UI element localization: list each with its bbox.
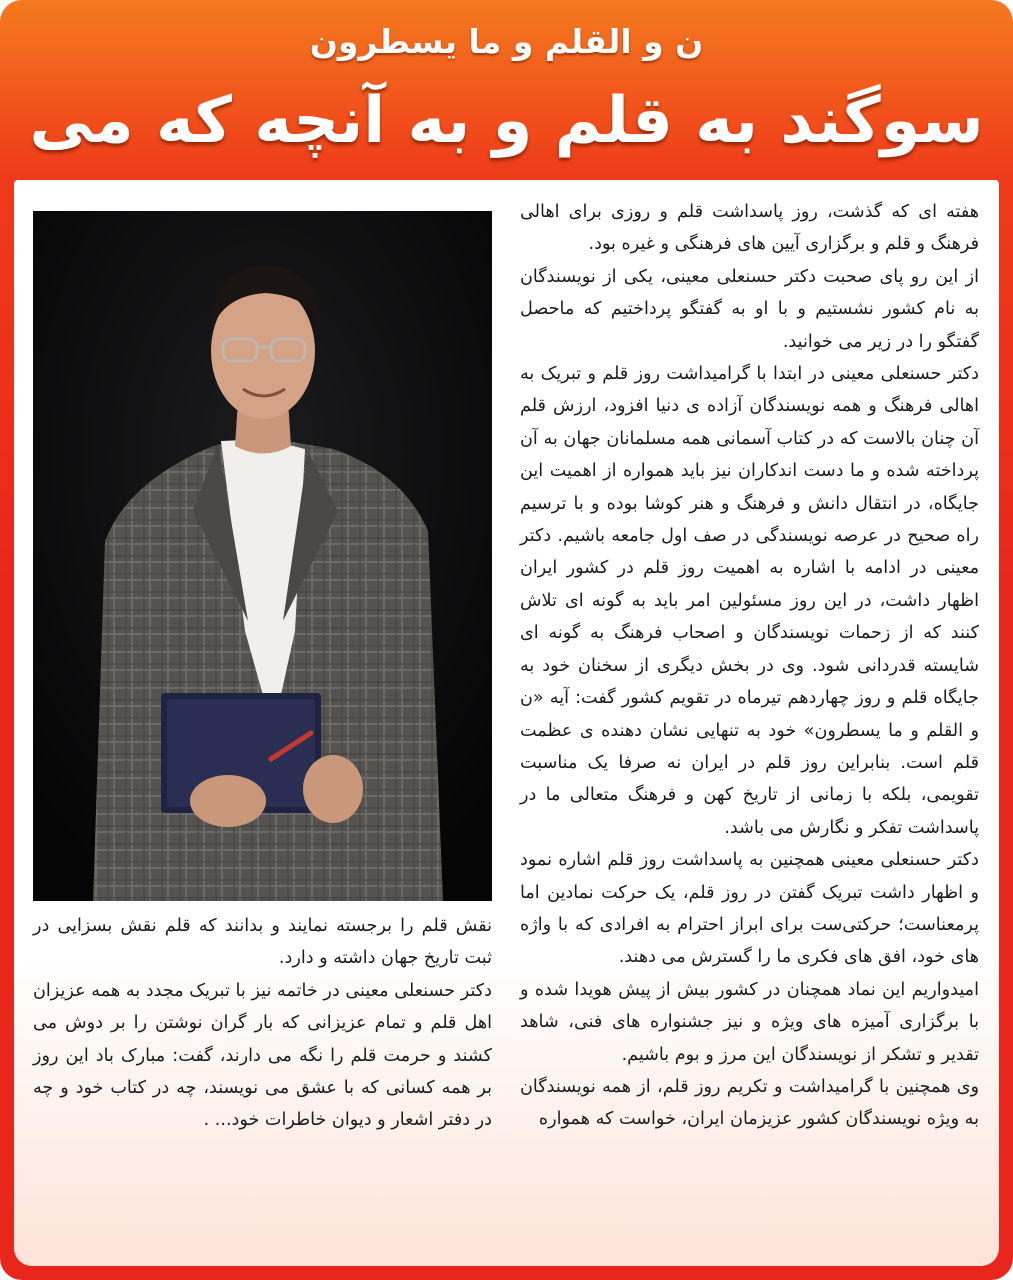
paragraph: دکتر حسنعلی معینی همچنین به پاسداشت روز قلم اشاره نمود و اظهار داشت تبریک گفتن در روز قلم، یک حرکت نمادین اما پرمعناست؛ حرکتی‌ست برای ابراز احترام به افرادی که با واژه های خود، افق های فکری ما را گسترش می دهند.: [520, 850, 979, 968]
article-left-column: [33, 910, 492, 1137]
paragraph: نقش قلم را برجسته نمایند و بدانند که قلم نقش بسزایی در ثبت تاریخ جهان داشته و دارد.: [33, 916, 492, 969]
paragraph: دکتر حسنعلی معینی در ابتدا با گرامیداشت روز قلم و تبریک به اهالی فرهنگ و همه نویسندگان آزاده ی دنیا افزود، ارزش قلم آن چنان بالاست که در کتاب آسمانی همه مسلمانان جهان به آن پرداخته شده و ما دست اندکاران نیز باید همواره از اهمیت این جایگاه، در انتقال دانش و فرهنگ و هنر کوشا بوده و با ترسیم راه صحیح در عرصه نویسندگی در صف اول جامعه باشیم. دکتر معینی در ادامه با اشاره به اهمیت روز قلم در کشور ایران اظهار داشت، در این روز مسئولین امر باید به گونه ای تلاش کنند که از زحمات نویسندگان و اصحاب فرهنگ به گونه ای شایسته قدردانی شود. وی در بخش دیگری از سخنان خود به جایگاه قلم و روز چهاردهم تیرماه در تقویم کشور گفت: آیه «ن و القلم و ما یسطرون» خود به تنهایی نشان دهنده ی عظمت قلم است. بنابراین روز قلم در ایران نه صرفا یک مناسبت تقویمی، بلکه با زمانی از تاریخ کهن و فرهنگ متعالی ما در پاسداشت تفکر و نگارش می باشد.: [520, 364, 979, 838]
paragraph: دکتر حسنعلی معینی در خاتمه نیز با تبریک مجدد به همه عزیزان اهل قلم و تمام عزیزانی که بار گران نوشتن را بر دوش می کشند و حرمت قلم را نگه می دارند، گفت: مبارک باد این روز بر همه کسانی که با عشق می نویسند، چه در کتاب خود و چه در دفتر اشعار و دیوان خاطرات خود... .: [33, 980, 492, 1131]
paragraph: وی همچنین با گرامیداشت و تکریم روز قلم، از همه نویسندگان به ویژه نویسندگان کشور عزیزمان ایران، خواست که همواره: [520, 1076, 979, 1130]
header-title: سوگند به قلم و به آنچه که می: [29, 84, 984, 158]
portrait-photo: [33, 211, 492, 901]
paragraph: از این رو پای صحبت دکتر حسنعلی معینی، یکی از نویسندگان به نام کشور نشستیم و با او به گفتگو پرداختیم که ماحصل گفتگو را در زیر می خوانید.: [520, 266, 979, 352]
portrait-illustration: [33, 211, 492, 901]
paragraph: هفته ای که گذشت، روز پاسداشت قلم و روزی برای اهالی فرهنگ و قلم و برگزاری آیین های فرهنگی و غیره بود.: [520, 202, 979, 255]
paragraph: امیدواریم این نماد همچنان در کشور بیش از پیش هویدا شده و با برگزاری آمیزه های ویژه و نیز جشنواره های فنی، شاهد تقدیر و تشکر از نویسندگان این مرز و بوم باشیم.: [520, 979, 979, 1065]
article-right-column: [520, 196, 979, 1136]
header-subtitle: ن و القلم و ما یسطرون: [309, 22, 704, 61]
